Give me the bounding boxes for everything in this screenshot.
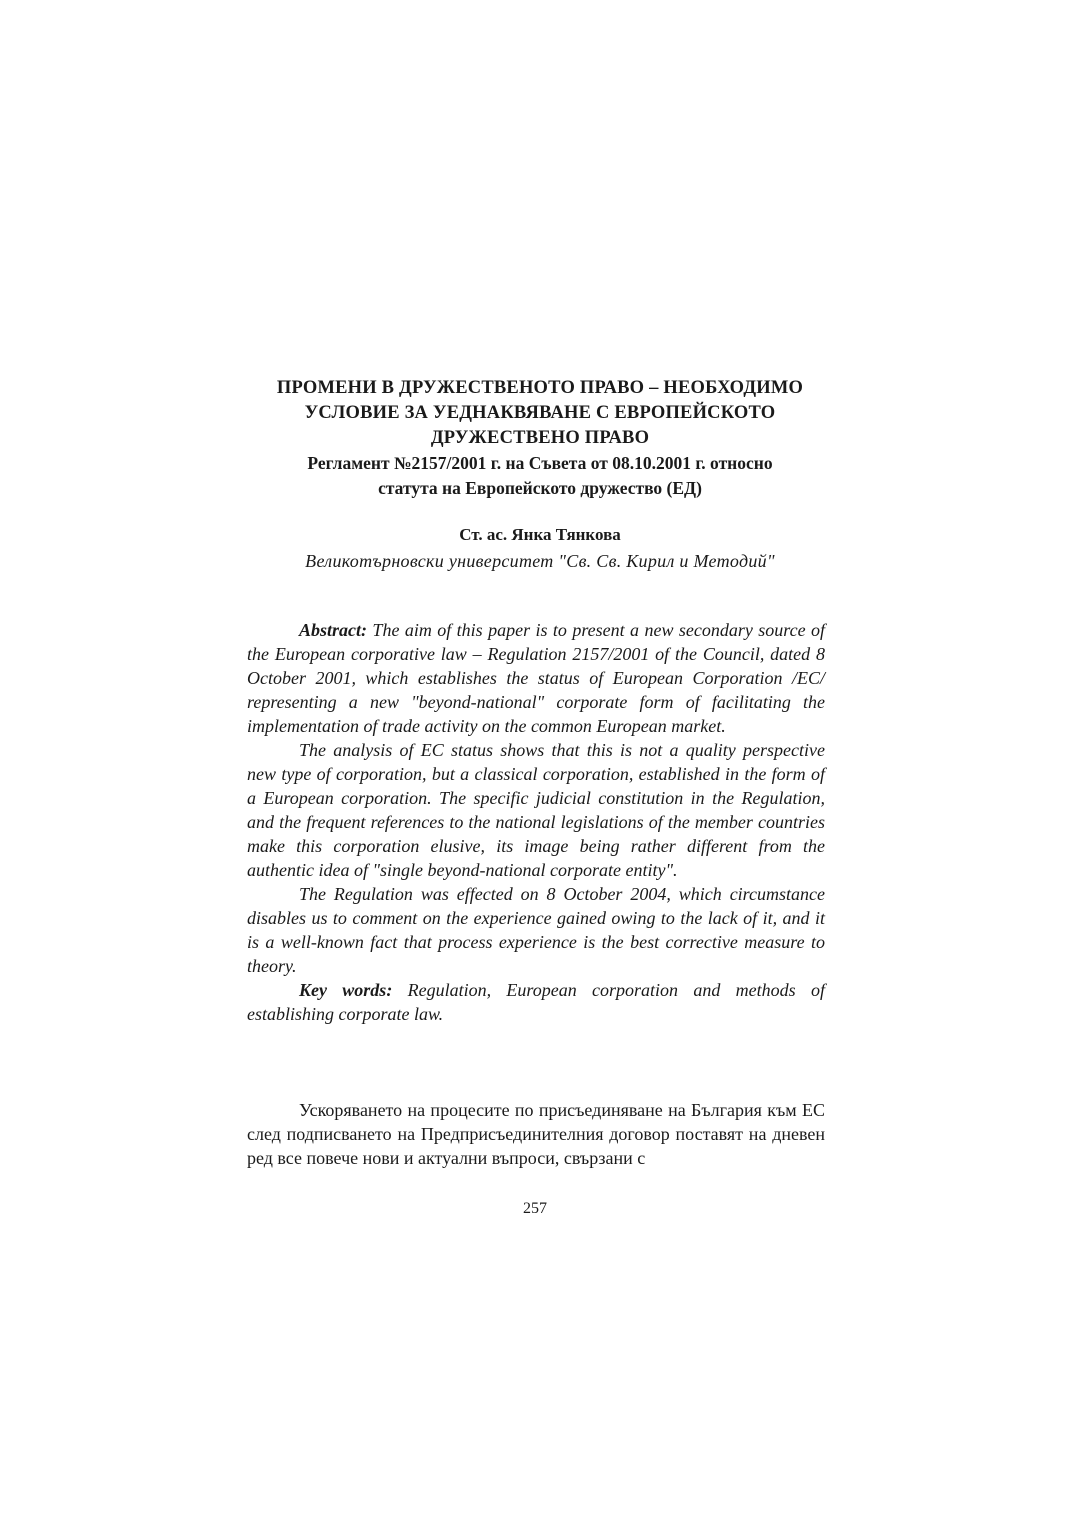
title-line-1: ПРОМЕНИ В ДРУЖЕСТВЕНОТО ПРАВО – НЕОБХОДИМО bbox=[276, 378, 804, 398]
abstract-paragraph-3: The Regulation was effected on 8 October 2004, which circumstance disables us to comment on the experience gained owing to the lack of it, and it is a well-known fact that process experience is the best corrective measure to theory. bbox=[247, 884, 825, 976]
abstract-paragraph-1 bbox=[247, 618, 825, 738]
abstract-paragraph-2: The analysis of EC status shows that this is not a quality perspective new type of corporation, but a classical corporation, established in the form of a European corporation. The specific judicial constitution in the Regulation, and the frequent references to the national legislations of the member countries make this corporation elusive, its image being rather different from the authentic idea of "single beyond-national corporate entity". bbox=[247, 740, 825, 880]
subtitle-line-2: статута на Европейското дружество (ЕД) bbox=[378, 478, 702, 498]
author-affiliation: Великотърновски университет "Св. Св. Кирил и Методий" bbox=[305, 551, 775, 571]
body-paragraph-1: Ускоряването на процесите по присъединяване на България към ЕС след подписването на Предприсъединителния договор поставят на дневен ред все повече нови и актуални въпроси, свързани с bbox=[247, 1100, 825, 1168]
abstract bbox=[247, 618, 825, 1026]
keywords-text: Regulation, European corporation and methods of establishing corporate law. bbox=[247, 980, 825, 1024]
title-line-2: УСЛОВИЕ ЗА УЕДНАКВЯВАНЕ С ЕВРОПЕЙСКОТО bbox=[304, 403, 776, 423]
title-line-3: ДРУЖЕСТВЕНО ПРАВО bbox=[430, 428, 650, 448]
abstract-text-1: The aim of this paper is to present a new secondary source of the European corporative law – Regulation 2157/2001 of the Council, dated 8 October 2001, which establishes the status of European Corporation /EC/ representing a new "beyond-national" corporate form of facilitating the implementation of trade activity on the common European market. bbox=[247, 620, 825, 736]
author-block bbox=[180, 522, 900, 574]
page-number: 257 bbox=[523, 1200, 547, 1217]
keywords-paragraph bbox=[247, 978, 825, 1026]
author-name: Ст. ас. Янка Тянкова bbox=[459, 525, 621, 544]
keywords-label: Key words: bbox=[299, 980, 393, 1000]
abstract-label: Abstract: bbox=[299, 620, 368, 640]
body-text bbox=[247, 1098, 825, 1170]
article-header bbox=[180, 376, 900, 501]
subtitle-line-1: Регламент №2157/2001 г. на Съвета от 08.10.2001 г. относно bbox=[307, 453, 773, 473]
